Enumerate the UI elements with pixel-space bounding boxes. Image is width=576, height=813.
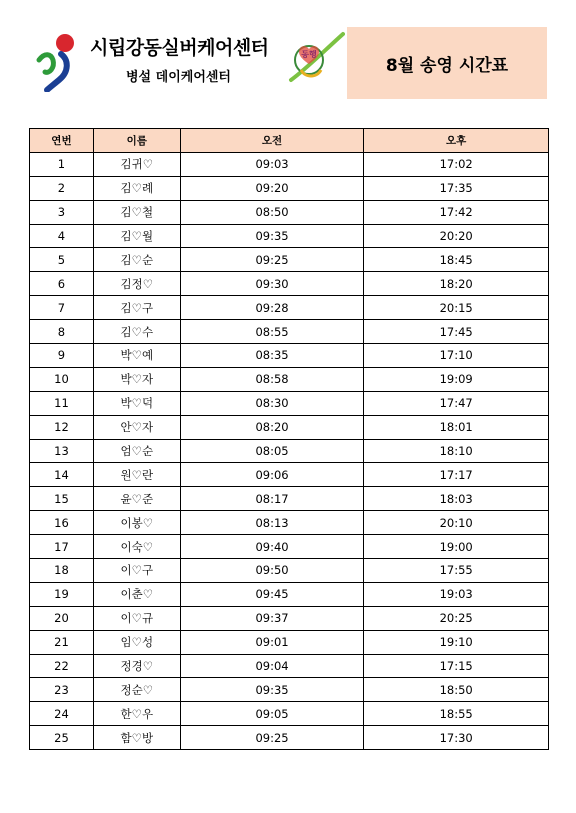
cell-name: 김귀♡ bbox=[93, 152, 180, 176]
cell-no: 25 bbox=[30, 726, 94, 750]
cell-afternoon: 17:10 bbox=[364, 344, 549, 368]
cell-afternoon: 18:01 bbox=[364, 415, 549, 439]
cell-morning: 09:28 bbox=[180, 296, 364, 320]
cell-name: 박♡자 bbox=[93, 367, 180, 391]
table-row bbox=[30, 296, 549, 320]
cell-morning: 09:25 bbox=[180, 248, 364, 272]
cell-no: 21 bbox=[30, 630, 94, 654]
cell-morning: 09:40 bbox=[180, 535, 364, 559]
cell-no: 22 bbox=[30, 654, 94, 678]
cell-afternoon: 19:10 bbox=[364, 630, 549, 654]
cell-afternoon: 18:50 bbox=[364, 678, 549, 702]
table-row bbox=[30, 224, 549, 248]
table-row bbox=[30, 248, 549, 272]
cell-afternoon: 18:03 bbox=[364, 487, 549, 511]
cell-afternoon: 17:45 bbox=[364, 320, 549, 344]
cell-morning: 09:04 bbox=[180, 654, 364, 678]
cell-no: 17 bbox=[30, 535, 94, 559]
cell-no: 9 bbox=[30, 344, 94, 368]
table-row bbox=[30, 272, 549, 296]
cell-no: 18 bbox=[30, 559, 94, 583]
table-row bbox=[30, 344, 549, 368]
cell-name: 엄♡순 bbox=[93, 439, 180, 463]
cell-no: 19 bbox=[30, 582, 94, 606]
header-name: 이름 bbox=[93, 129, 180, 153]
cell-afternoon: 19:03 bbox=[364, 582, 549, 606]
cell-no: 7 bbox=[30, 296, 94, 320]
table-row bbox=[30, 391, 549, 415]
cell-afternoon: 17:55 bbox=[364, 559, 549, 583]
cell-morning: 09:05 bbox=[180, 702, 364, 726]
cell-morning: 09:03 bbox=[180, 152, 364, 176]
table-row bbox=[30, 200, 549, 224]
cell-no: 15 bbox=[30, 487, 94, 511]
cell-no: 2 bbox=[30, 176, 94, 200]
table-row bbox=[30, 606, 549, 630]
cell-afternoon: 17:42 bbox=[364, 200, 549, 224]
cell-morning: 09:35 bbox=[180, 224, 364, 248]
cell-afternoon: 17:15 bbox=[364, 654, 549, 678]
cell-name: 김♡수 bbox=[93, 320, 180, 344]
cell-no: 20 bbox=[30, 606, 94, 630]
cell-afternoon: 20:20 bbox=[364, 224, 549, 248]
cell-morning: 08:30 bbox=[180, 391, 364, 415]
cell-name: 이숙♡ bbox=[93, 535, 180, 559]
cell-morning: 09:45 bbox=[180, 582, 364, 606]
cell-morning: 09:35 bbox=[180, 678, 364, 702]
table-row bbox=[30, 559, 549, 583]
cell-name: 정경♡ bbox=[93, 654, 180, 678]
cell-name: 박♡덕 bbox=[93, 391, 180, 415]
cell-afternoon: 18:10 bbox=[364, 439, 549, 463]
cell-no: 6 bbox=[30, 272, 94, 296]
cell-afternoon: 19:09 bbox=[364, 367, 549, 391]
cell-afternoon: 18:55 bbox=[364, 702, 549, 726]
cell-no: 11 bbox=[30, 391, 94, 415]
cell-no: 13 bbox=[30, 439, 94, 463]
schedule-title: 8월 송영 시간표 bbox=[385, 55, 509, 76]
table-row bbox=[30, 630, 549, 654]
cell-name: 김♡순 bbox=[93, 248, 180, 272]
cell-name: 원♡란 bbox=[93, 463, 180, 487]
cell-morning: 09:25 bbox=[180, 726, 364, 750]
table-row bbox=[30, 176, 549, 200]
cell-name: 김♡월 bbox=[93, 224, 180, 248]
table-row bbox=[30, 152, 549, 176]
schedule-table bbox=[29, 128, 549, 750]
cell-afternoon: 17:02 bbox=[364, 152, 549, 176]
header-afternoon: 오후 bbox=[364, 129, 549, 153]
table-row bbox=[30, 463, 549, 487]
table-row bbox=[30, 487, 549, 511]
cell-name: 함♡방 bbox=[93, 726, 180, 750]
header-no: 연번 bbox=[30, 129, 94, 153]
org-name: 시립강동실버케어센터 bbox=[90, 37, 269, 59]
cell-name: 이봉♡ bbox=[93, 511, 180, 535]
cell-afternoon: 17:35 bbox=[364, 176, 549, 200]
table-body bbox=[30, 152, 549, 749]
cell-no: 24 bbox=[30, 702, 94, 726]
cell-morning: 08:13 bbox=[180, 511, 364, 535]
cell-morning: 08:50 bbox=[180, 200, 364, 224]
cell-morning: 09:37 bbox=[180, 606, 364, 630]
table-row bbox=[30, 654, 549, 678]
cell-no: 23 bbox=[30, 678, 94, 702]
cell-morning: 08:17 bbox=[180, 487, 364, 511]
schedule-title-box bbox=[347, 27, 547, 99]
table-row bbox=[30, 702, 549, 726]
cell-name: 이♡규 bbox=[93, 606, 180, 630]
table-row bbox=[30, 320, 549, 344]
table-row bbox=[30, 439, 549, 463]
cell-no: 16 bbox=[30, 511, 94, 535]
cell-morning: 09:01 bbox=[180, 630, 364, 654]
companion-logo-text: 동행 bbox=[301, 50, 317, 59]
cell-name: 이♡구 bbox=[93, 559, 180, 583]
table-row bbox=[30, 678, 549, 702]
cell-no: 3 bbox=[30, 200, 94, 224]
cell-no: 8 bbox=[30, 320, 94, 344]
table-row bbox=[30, 535, 549, 559]
cell-morning: 08:20 bbox=[180, 415, 364, 439]
cell-morning: 08:35 bbox=[180, 344, 364, 368]
cell-name: 김♡철 bbox=[93, 200, 180, 224]
cell-name: 한♡우 bbox=[93, 702, 180, 726]
seoul-emblem-icon bbox=[35, 30, 81, 92]
cell-no: 10 bbox=[30, 367, 94, 391]
cell-morning: 09:20 bbox=[180, 176, 364, 200]
cell-afternoon: 20:10 bbox=[364, 511, 549, 535]
cell-afternoon: 17:30 bbox=[364, 726, 549, 750]
cell-name: 김♡례 bbox=[93, 176, 180, 200]
cell-afternoon: 17:17 bbox=[364, 463, 549, 487]
org-subtitle: 병설 데이케어센터 bbox=[126, 70, 231, 85]
header-morning: 오전 bbox=[180, 129, 364, 153]
cell-name: 윤♡준 bbox=[93, 487, 180, 511]
table-row bbox=[30, 511, 549, 535]
cell-name: 안♡자 bbox=[93, 415, 180, 439]
cell-afternoon: 19:00 bbox=[364, 535, 549, 559]
companion-logo-icon bbox=[287, 30, 345, 86]
table-header-row bbox=[30, 129, 549, 153]
cell-morning: 08:55 bbox=[180, 320, 364, 344]
page-header bbox=[0, 0, 576, 110]
cell-afternoon: 18:20 bbox=[364, 272, 549, 296]
cell-name: 임♡성 bbox=[93, 630, 180, 654]
cell-afternoon: 17:47 bbox=[364, 391, 549, 415]
table-row bbox=[30, 367, 549, 391]
cell-morning: 08:58 bbox=[180, 367, 364, 391]
table-row bbox=[30, 582, 549, 606]
cell-afternoon: 20:25 bbox=[364, 606, 549, 630]
cell-no: 5 bbox=[30, 248, 94, 272]
cell-morning: 09:06 bbox=[180, 463, 364, 487]
cell-morning: 09:50 bbox=[180, 559, 364, 583]
cell-no: 4 bbox=[30, 224, 94, 248]
cell-no: 14 bbox=[30, 463, 94, 487]
cell-name: 정순♡ bbox=[93, 678, 180, 702]
cell-morning: 09:30 bbox=[180, 272, 364, 296]
cell-name: 박♡예 bbox=[93, 344, 180, 368]
cell-name: 김정♡ bbox=[93, 272, 180, 296]
cell-name: 이춘♡ bbox=[93, 582, 180, 606]
table-row bbox=[30, 726, 549, 750]
cell-no: 1 bbox=[30, 152, 94, 176]
cell-name: 김♡구 bbox=[93, 296, 180, 320]
cell-afternoon: 18:45 bbox=[364, 248, 549, 272]
cell-no: 12 bbox=[30, 415, 94, 439]
cell-morning: 08:05 bbox=[180, 439, 364, 463]
table-row bbox=[30, 415, 549, 439]
cell-afternoon: 20:15 bbox=[364, 296, 549, 320]
